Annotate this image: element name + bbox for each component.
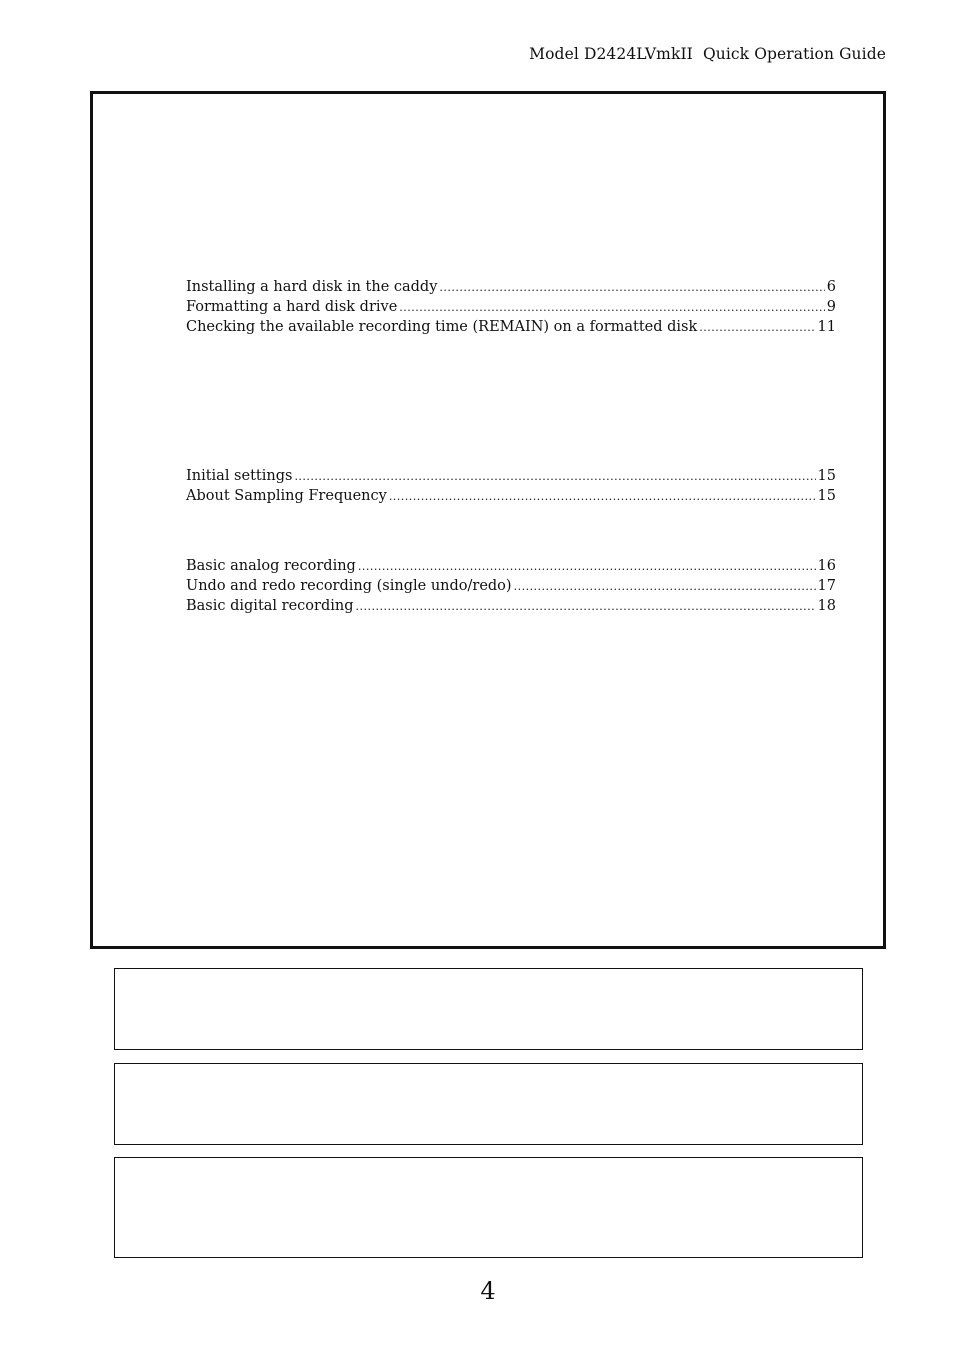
toc-entry-page: 15 <box>817 468 836 484</box>
toc-entry-page: 9 <box>826 299 836 315</box>
note-box <box>114 968 863 1050</box>
toc-entry[interactable] <box>186 317 836 337</box>
toc-entry[interactable] <box>186 576 836 596</box>
page-number: 4 <box>480 1277 496 1305</box>
toc-group-recording <box>186 556 836 616</box>
toc-entry-title: About Sampling Frequency <box>186 488 387 504</box>
table-of-contents-box <box>90 91 886 949</box>
toc-entry-title: Checking the available recording time (REMAIN) on a formatted disk <box>186 319 698 335</box>
toc-entry-title: Undo and redo recording (single undo/redo) <box>186 578 512 594</box>
toc-entry-page: 11 <box>817 319 836 335</box>
toc-leader-dots <box>356 597 816 617</box>
toc-group-settings <box>186 466 836 506</box>
toc-entry[interactable] <box>186 466 836 486</box>
toc-leader-dots <box>439 278 824 298</box>
toc-entry-page: 6 <box>826 279 836 295</box>
note-box <box>114 1157 863 1258</box>
toc-entry-page: 17 <box>817 578 836 594</box>
toc-group-hard-disk <box>186 277 836 337</box>
toc-entry-page: 18 <box>817 598 836 614</box>
toc-entry-page: 16 <box>817 558 836 574</box>
toc-leader-dots <box>294 467 815 487</box>
toc-entry-title: Basic digital recording <box>186 598 354 614</box>
toc-entry-title: Installing a hard disk in the caddy <box>186 279 438 295</box>
running-header: Model D2424LVmkII Quick Operation Guide <box>529 45 886 63</box>
toc-entry-page: 15 <box>817 488 836 504</box>
toc-entry[interactable] <box>186 556 836 576</box>
toc-leader-dots <box>514 577 816 597</box>
toc-entry-title: Initial settings <box>186 468 293 484</box>
toc-leader-dots <box>389 487 816 507</box>
toc-entry[interactable] <box>186 297 836 317</box>
toc-entry[interactable] <box>186 277 836 297</box>
toc-entry-title: Formatting a hard disk drive <box>186 299 398 315</box>
toc-entry[interactable] <box>186 596 836 616</box>
note-box <box>114 1063 863 1145</box>
toc-leader-dots <box>399 298 824 318</box>
toc-entry-title: Basic analog recording <box>186 558 356 574</box>
toc-entry[interactable] <box>186 486 836 506</box>
toc-leader-dots <box>699 318 815 338</box>
toc-leader-dots <box>358 557 816 577</box>
